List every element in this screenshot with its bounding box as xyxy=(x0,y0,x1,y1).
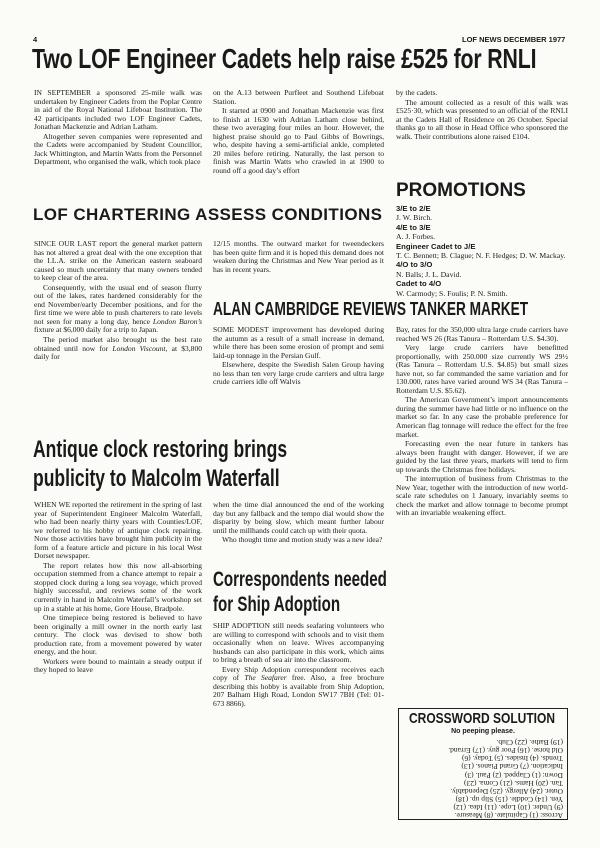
promotion-grade: 3/E to 2/E xyxy=(396,204,431,213)
tanker-paragraph: The American Government’s import announcements during the summer have had little or no influence on the market so far. In any case the probable preference for American flag tonnage will reduce the effect for the free market. xyxy=(396,395,568,439)
correspondents-headline-line-1: Correspondents needed xyxy=(213,568,387,591)
tanker-column-left xyxy=(213,326,384,388)
chartering-text: The period market also brought us the best rate obtained until now for xyxy=(34,335,202,353)
clock-paragraph: Who thought time and motion study was a new idea? xyxy=(222,535,383,545)
tanker-paragraph: Forecasting even the near future in tankers has always been fraught with danger. However, if we are guided by the last three years, markets will tend to firm up towards the Christmas free holidays. xyxy=(396,439,568,474)
correspondents-text: free. Also, a free brochure describing this hobby is available from Ship Adoption, 207 Balham High Road, London SW17 7BH (Tel: 01-673 8866). xyxy=(213,673,385,708)
clock-text: reported the retirement in the spring of last year of Superintendent Engineer Malcolm Waterfall, who had been nearly thirty years with Counties/LOF, we referred to his hobby of antique clock repairing. Now those activities have brought him publicity in the form of a feature article and picture in his local West Dorset newspaper. xyxy=(34,500,202,561)
crossword-line: (19) Bathe. (22) Club. xyxy=(496,738,563,748)
chartering-lead: SINCE OUR LAST xyxy=(34,239,97,248)
crossword-line: Indication. (7) Grand Pianos. (13) xyxy=(461,762,563,772)
crossword-subtitle: No peeping please. xyxy=(451,728,515,735)
crossword-line: Yen. (14) Coddle. (15) Slip up. (18) xyxy=(455,794,563,804)
clock-column-1 xyxy=(34,501,202,676)
tanker-headline: ALAN CAMBRIDGE REVIEWS TANKER MARKET xyxy=(213,299,529,319)
chartering-headline: LOF CHARTERING ASSESS CONDITIONS xyxy=(33,205,383,224)
crossword-answers xyxy=(403,738,563,819)
tanker-paragraph: Elsewhere, despite the Swedish Salen Group having no less than ten very large crude carriers and ultra large crude carriers idle off Walvis xyxy=(213,360,384,387)
rnli-column-3 xyxy=(396,89,568,142)
clock-lead: WHEN WE xyxy=(34,500,71,509)
clock-paragraph: One timepiece being restored is believed to have been originally a mill owner in the north early last century. The clock was devised to show both production rate, from a movement powered by water energy, and the hour. xyxy=(34,613,202,657)
correspondents-text: still needs seafaring volunteers who are willing to correspond with schools and to visit them occasionally when on leave. Wives accompanying husbands can also participate in this work, which aims to bring a breath of sea air into the classroom. xyxy=(213,621,385,665)
crossword-line: Across: (1) Capitulate. (8) Measure. xyxy=(454,810,563,820)
clock-paragraph: when the time dial announced the end of the working day but any fallback and the tempo dial would show the disparity by being slow, which meant further labour until the millhands could catch up with their quota. xyxy=(213,500,384,535)
promotion-names: A. J. Forbes. xyxy=(396,232,436,242)
chartering-paragraph: 12/15 months. The outward market for tweendeckers has been quite firm and it is hoped this demand does not weaken during the Christmas and New Year period as it has in recent years. xyxy=(213,239,384,274)
chartering-text: report the general market pattern has not altered a great deal with the one exception that the I.L.A. strike on the American eastern seaboard caused so much uncertainty that many owners tended to keep clear of the area. xyxy=(34,239,202,283)
rnli-paragraph: The amount collected as a result of this walk was £525·30, which was presented to an official of the RNLI at the Cadets Hall of Residence on 26 October. Special thanks go to all those in Head Office who sponsored the walk. Their contributions alone raised £104. xyxy=(396,97,568,141)
tanker-text: improvement has developed during the autumn as a result of a small increase in demand, while there has been some erosion of prompt and semi laid-up tonnage in the Persian Gulf. xyxy=(213,325,384,360)
promotion-grade: Engineer Cadet to J/E xyxy=(396,241,476,251)
rnli-lead: IN SEPTEMBER xyxy=(34,88,92,97)
issue-label: LOF NEWS DECEMBER 1977 xyxy=(462,35,566,44)
promotions-list xyxy=(396,204,568,298)
main-headline: Two LOF Engineer Cadets help raise £525 for RNLI xyxy=(32,43,537,74)
promotion-grade: 4/O to 3/O xyxy=(396,260,433,270)
chartering-column-2 xyxy=(213,240,384,275)
correspondents-text: Every Ship Adoption correspondent receives each copy of xyxy=(213,664,384,683)
correspondents-headline-line-2: for Ship Adoption xyxy=(213,593,341,616)
promotion-grade: Cadet to 4/O xyxy=(396,279,442,289)
chartering-text: at $3,800 daily for xyxy=(34,343,202,362)
rnli-paragraph: Altogether seven companies were represented and the Cadets were accompanied by Student Councillor, Jack Whittington, and Martin Watts from the Personnel Department, who organised the walk, which took place xyxy=(34,131,202,167)
promotion-names: W. Carmody; S. Foulis; P. N. Smith. xyxy=(396,288,508,298)
rnli-column-2 xyxy=(213,89,384,176)
ship-name: London Baron’s xyxy=(152,316,203,326)
tanker-paragraph: Very large crude carriers have benefitted proportionally, with 250.000 size currently WS 29½ (Ras Tanura – Rotterdam U.S. $4.85) but small sizes have not, so far commanded the same variation and for 130.000, rates have varied around WS 34 (Ras Tanura – Rotterdam U.S. $5.62). xyxy=(396,343,568,395)
clock-column-2 xyxy=(213,501,384,546)
clock-headline-line-1: Antique clock restoring brings xyxy=(33,436,288,463)
crossword-line: Outer. (24) Allergy. (25) Dependably. xyxy=(450,786,563,796)
promotions-title: PROMOTIONS xyxy=(396,180,526,201)
promotion-names: J. W. Birch. xyxy=(396,213,433,223)
promotion-names: N. Balls; J. L. David. xyxy=(396,269,462,279)
crossword-line: Tan. (20) Hams. (21) Coma. (23) xyxy=(463,778,563,788)
tanker-paragraph: The interruption of business from Christmas to the New Year, together with the introduction of new world-scale rate schedules on 1 January, invariably seems to check the market and allow tonnage to become prompt with an invariable weakening effect. xyxy=(396,474,568,518)
crossword-box xyxy=(398,708,568,820)
correspondents-body xyxy=(213,622,384,709)
tanker-column-right xyxy=(396,326,568,519)
crossword-line: Down: (1) Clapped. (2) Paul. (3) xyxy=(464,770,563,780)
rnli-column-1 xyxy=(34,89,202,168)
clock-paragraph: Workers were bound to maintain a steady output if they hoped to leave xyxy=(34,656,202,675)
tanker-paragraph: Bay, rates for the 350,000 ultra large crude carriers have reached WS 26 (Ras Tanura – Rotterdam U.S. $4.30). xyxy=(396,325,568,343)
page-number: 4 xyxy=(33,35,38,44)
crossword-line: Old horse. (16) Poor guy. (17) Errand. xyxy=(448,746,563,756)
rnli-paragraph: by the cadets. xyxy=(396,88,438,97)
tanker-lead: SOME MODEST xyxy=(213,325,269,334)
chartering-text: fixture at $6,000 daily for a trip to Japan. xyxy=(34,325,159,335)
rnli-paragraph: on the A.13 between Purfleet and Southend Lifeboat Station. xyxy=(213,88,384,106)
magazine-name: The Seafarer xyxy=(244,673,287,683)
clock-headline-line-2: publicity to Malcolm Waterfall xyxy=(33,465,280,492)
crossword-title: CROSSWORD SOLUTION xyxy=(409,710,555,727)
promotion-names: T. C. Bennett; B. Clague; N. F. Hedges; D. W. Mackay. xyxy=(396,251,566,261)
crossword-line: Trends. (4) Insides. (5) Today. (6) xyxy=(461,754,563,764)
ship-name: London Viscount, xyxy=(112,343,168,353)
crossword-line: (9) Under. (10) Lope. (11) Idea. (12) xyxy=(453,802,563,812)
correspondents-lead: SHIP ADOPTION xyxy=(213,621,270,630)
promotion-grade: 4/E to 3/E xyxy=(396,222,431,232)
chartering-column-1 xyxy=(34,240,202,363)
chartering-text: Consequently, with the usual end of season flurry out of the lakes, rates hardened considerably for the end November/early December positions, and for the first time we were able to push charterers to rate levels not seen for many a long day, hence xyxy=(34,282,202,326)
rnli-text: a sponsored 25-mile walk was undertaken by Engineer Cadets from the Poplar Centre in aid of the Royal National Lifeboat Institution. The 42 participants included two LOF Engineer Cadets, Jonathan Mackenzie and Adrian Latham. xyxy=(34,88,202,132)
rnli-paragraph: It started at 0900 and Jonathan Mackenzie was first to finish at 1630 with Adrian Latham close behind, these two averaging four miles an hour. However, the highest praise should go to Paul Gibbs of Bowrings, who, despite having a semi-artificial ankle, completed 20 miles before retiring. Naturally, the last person to finish was Martin Watts who crawled in at 1900 to round off a good day’s effort xyxy=(213,106,384,175)
clock-paragraph: The report relates how this now all-absorbing occupation stemmed from a chance attempt to repair a stopped clock during a long sea voyage, which proved highly successful, and reviews some of the work currently in hand in Malcolm Waterfall’s workshop set up in a stable at his home, Gore House, Bradpole. xyxy=(34,560,202,613)
